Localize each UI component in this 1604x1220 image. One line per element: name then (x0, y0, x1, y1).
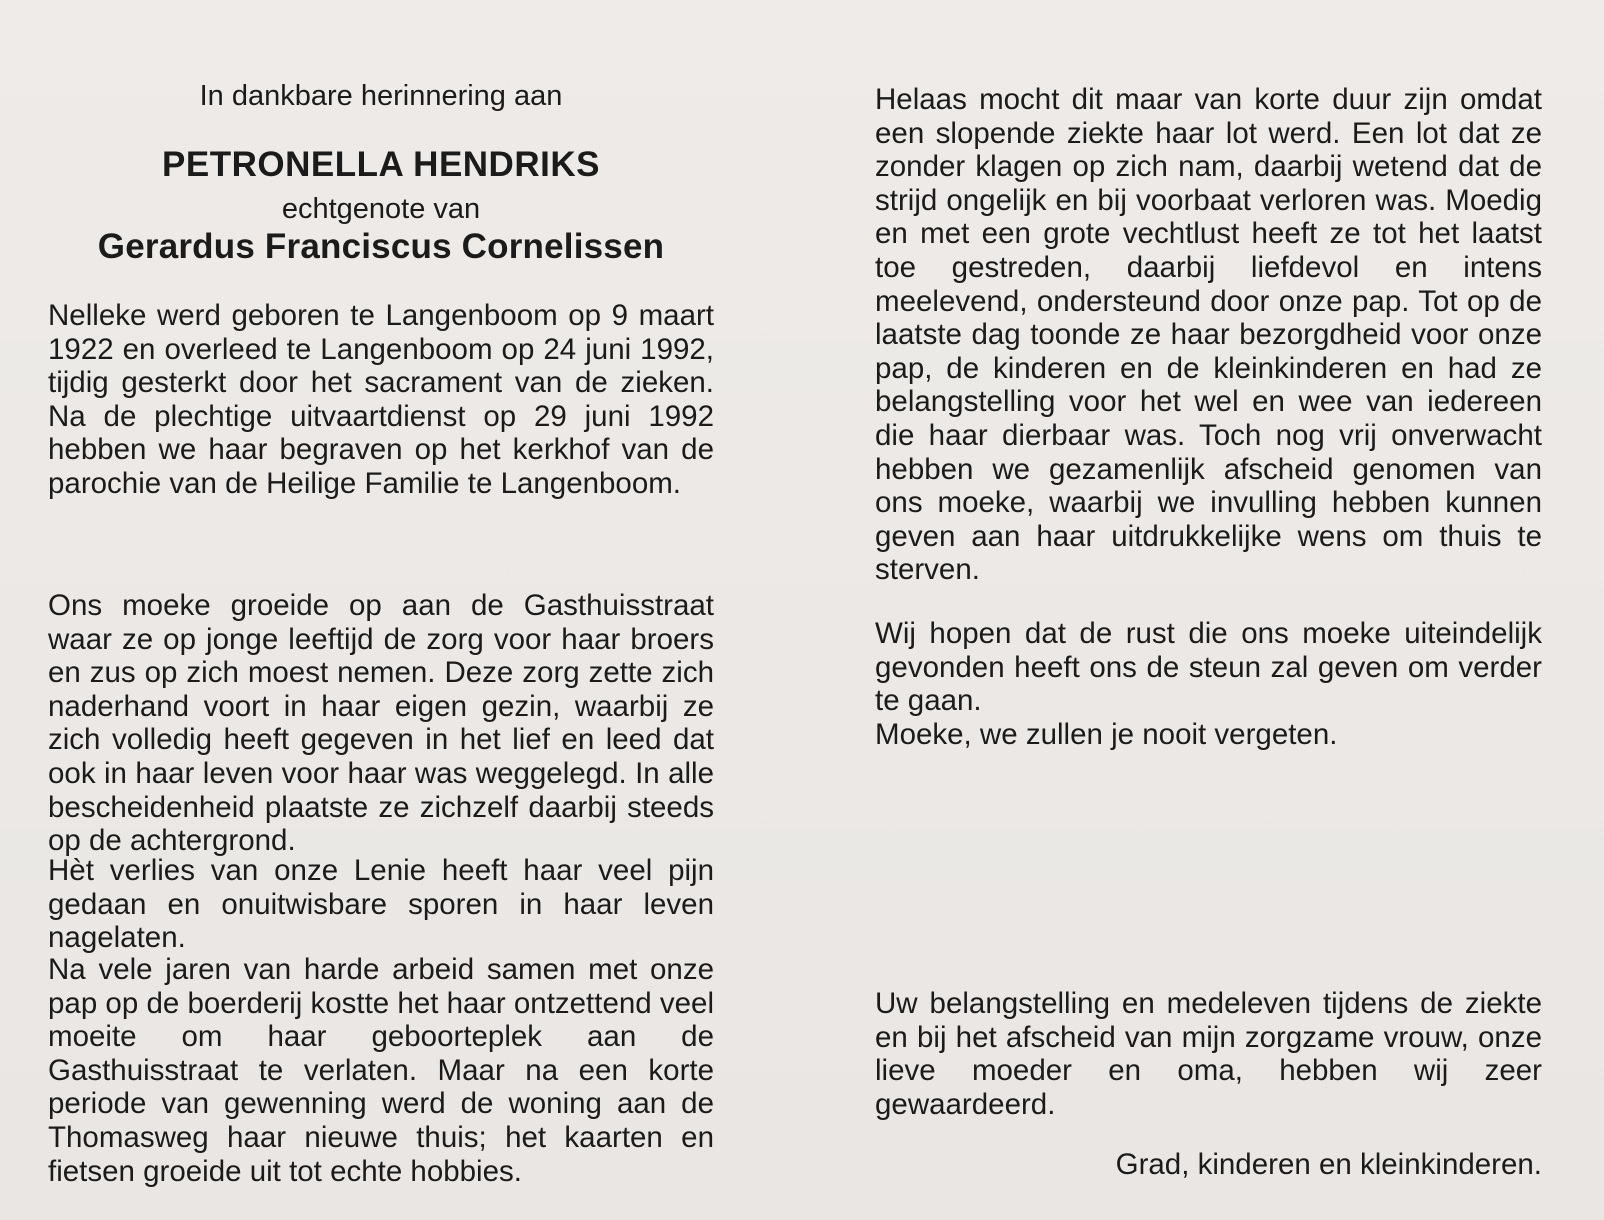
intro-text: In dankbare herinnering aan (199, 80, 563, 112)
hope-paragraph: Wij hopen dat de rust die ons moeke uiteindelijk gevonden heeft ons de steun zal geven om verder te gaan. (875, 617, 1542, 718)
thanks-paragraph: Uw belangstelling en medeleven tijdens de ziekte en bij het afscheid van mijn zorgzame vrouw, onze lieve moeder en oma, hebben wij zeer gewaardeerd. (875, 987, 1542, 1121)
loss-paragraph: Hèt verlies van onze Lenie heeft haar veel pijn gedaan en onuitwisbare sporen in haar leven nagelaten. (48, 854, 714, 955)
farm-paragraph: Na vele jaren van harde arbeid samen met onze pap op de boerderij kostte het haar ontzettend veel moeite om haar geboorteplek aan de Gasthuisstraat te verlaten. Maar na een korte periode van gewenning werd de woning aan de Thomasweg haar nieuwe thuis; het kaarten en fietsen groeide uit tot echte hobbies. (48, 953, 714, 1188)
upbringing-paragraph: Ons moeke groeide op aan de Gasthuisstraat waar ze op jonge leeftijd de zorg voor haar broers en zus op zich moest nemen. Deze zorg zette zich naderhand voort in haar eigen gezin, waarbij ze zich volledig heeft gegeven in het lief en leed dat ook in haar leven voor haar was weggelegd. In alle bescheidenheid plaatste ze zichzelf daarbij steeds op de achtergrond. (48, 589, 714, 858)
spouse-name: Gerardus Franciscus Cornelissen (97, 227, 665, 266)
signature: Grad, kinderen en kleinkinderen. (1115, 1148, 1542, 1181)
relation-text: echtgenote van (281, 193, 481, 225)
birth-death-paragraph: Nelleke werd geboren te Langenboom op 9 maart 1922 en overleed te Langenboom op 24 juni 1992, tijdig gesterkt door het sacrament van de zieken. Na de plechtige uitvaartdienst op 29 juni 1992 hebben we haar begraven op het kerkhof van de parochie van de Heilige Familie te Langenboom. (48, 299, 714, 500)
deceased-name: PETRONELLA HENDRIKS (162, 145, 600, 184)
illness-paragraph: Helaas mocht dit maar van korte duur zijn omdat een slopende ziekte haar lot werd. Een lot dat ze zonder klagen op zich nam, daarbij wetend dat de strijd ongelijk en bij voorbaat verloren was. Moedig en met een grote vechtlust heeft ze tot het laatst toe gestreden, daarbij liefdevol en intens meelevend, ondersteund door onze pap. Tot op de laatste dag toonde ze haar bezorgdheid voor onze pap, de kinderen en de kleinkinderen en had ze belangstelling voor het wel en wee van iedereen die haar dierbaar was. Toch nog vrij onverwacht hebben we gezamenlijk afscheid genomen van ons moeke, waarbij we invulling hebben kunnen geven aan haar uitdrukkelijke wens om thuis te sterven. (875, 83, 1542, 587)
farewell-line: Moeke, we zullen je nooit vergeten. (875, 717, 1338, 751)
